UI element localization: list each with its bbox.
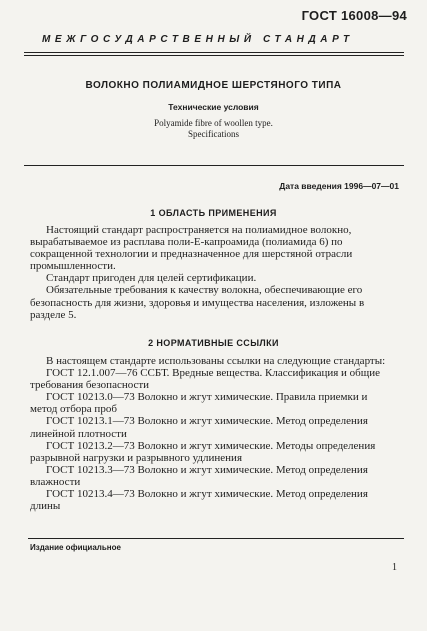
english-title-line: Polyamide fibre of woollen type.: [154, 118, 273, 128]
edition-note: Издание официальное: [30, 543, 121, 552]
english-title: [0, 118, 427, 140]
document-title: ВОЛОКНО ПОЛИАМИДНОЕ ШЕРСТЯНОГО ТИПА: [85, 80, 342, 91]
header-rule-thin: [24, 55, 404, 56]
reference-item: ГОСТ 10213.3—73 Волокно и жгут химические. Метод определения влажности: [30, 463, 368, 488]
paragraph: В настоящем стандарте использованы ссылки на следующие стандарты:: [46, 355, 386, 367]
section-2-body: [30, 355, 396, 512]
standard-type: МЕЖГОСУДАРСТВЕННЫЙ СТАНДАРТ: [42, 34, 354, 45]
paragraph: Настоящий стандарт распространяется на полиамидное волокно, вырабатываемое из расплава поли-Е-капроамида (полиамида 6) по сокращенной технологии и предназначенное для шерстяной отрасли промышленности.: [30, 224, 353, 273]
page-number: 1: [392, 562, 397, 573]
document-subtitle: Технические условия: [168, 102, 259, 112]
reference-item: ГОСТ 10213.0—73 Волокно и жгут химические. Правила приемки и метод отбора проб: [30, 391, 368, 416]
reference-item: ГОСТ 10213.1—73 Волокно и жгут химические. Метод определения линейной плотности: [30, 415, 368, 440]
section-1-body: [30, 224, 396, 321]
reference-item: ГОСТ 10213.2—73 Волокно и жгут химические. Методы определения разрывной нагрузки и разрывного удлинения: [30, 439, 376, 464]
paragraph: Обязательные требования к качеству волокна, обеспечивающие его безопасность для жизни, здоровья и имущества населения, изложены в разделе 5.: [30, 284, 365, 321]
paragraph: Стандарт пригоден для целей сертификации.: [46, 272, 257, 285]
english-subtitle-line: Specifications: [188, 129, 239, 139]
reference-item: ГОСТ 12.1.007—76 ССБТ. Вредные вещества. Классификация и общие требования безопасности: [30, 367, 381, 392]
reference-item: ГОСТ 10213.4—73 Волокно и жгут химические. Метод определения длины: [30, 488, 368, 513]
section-2-heading: 2 НОРМАТИВНЫЕ ССЫЛКИ: [148, 338, 279, 348]
footer-rule: [28, 538, 404, 539]
introduction-date: Дата введения 1996—07—01: [279, 181, 399, 191]
gost-number: ГОСТ 16008—94: [301, 8, 407, 23]
title-rule: [24, 165, 404, 166]
header-rule: [24, 52, 404, 53]
section-1-heading: 1 ОБЛАСТЬ ПРИМЕНЕНИЯ: [150, 208, 277, 218]
